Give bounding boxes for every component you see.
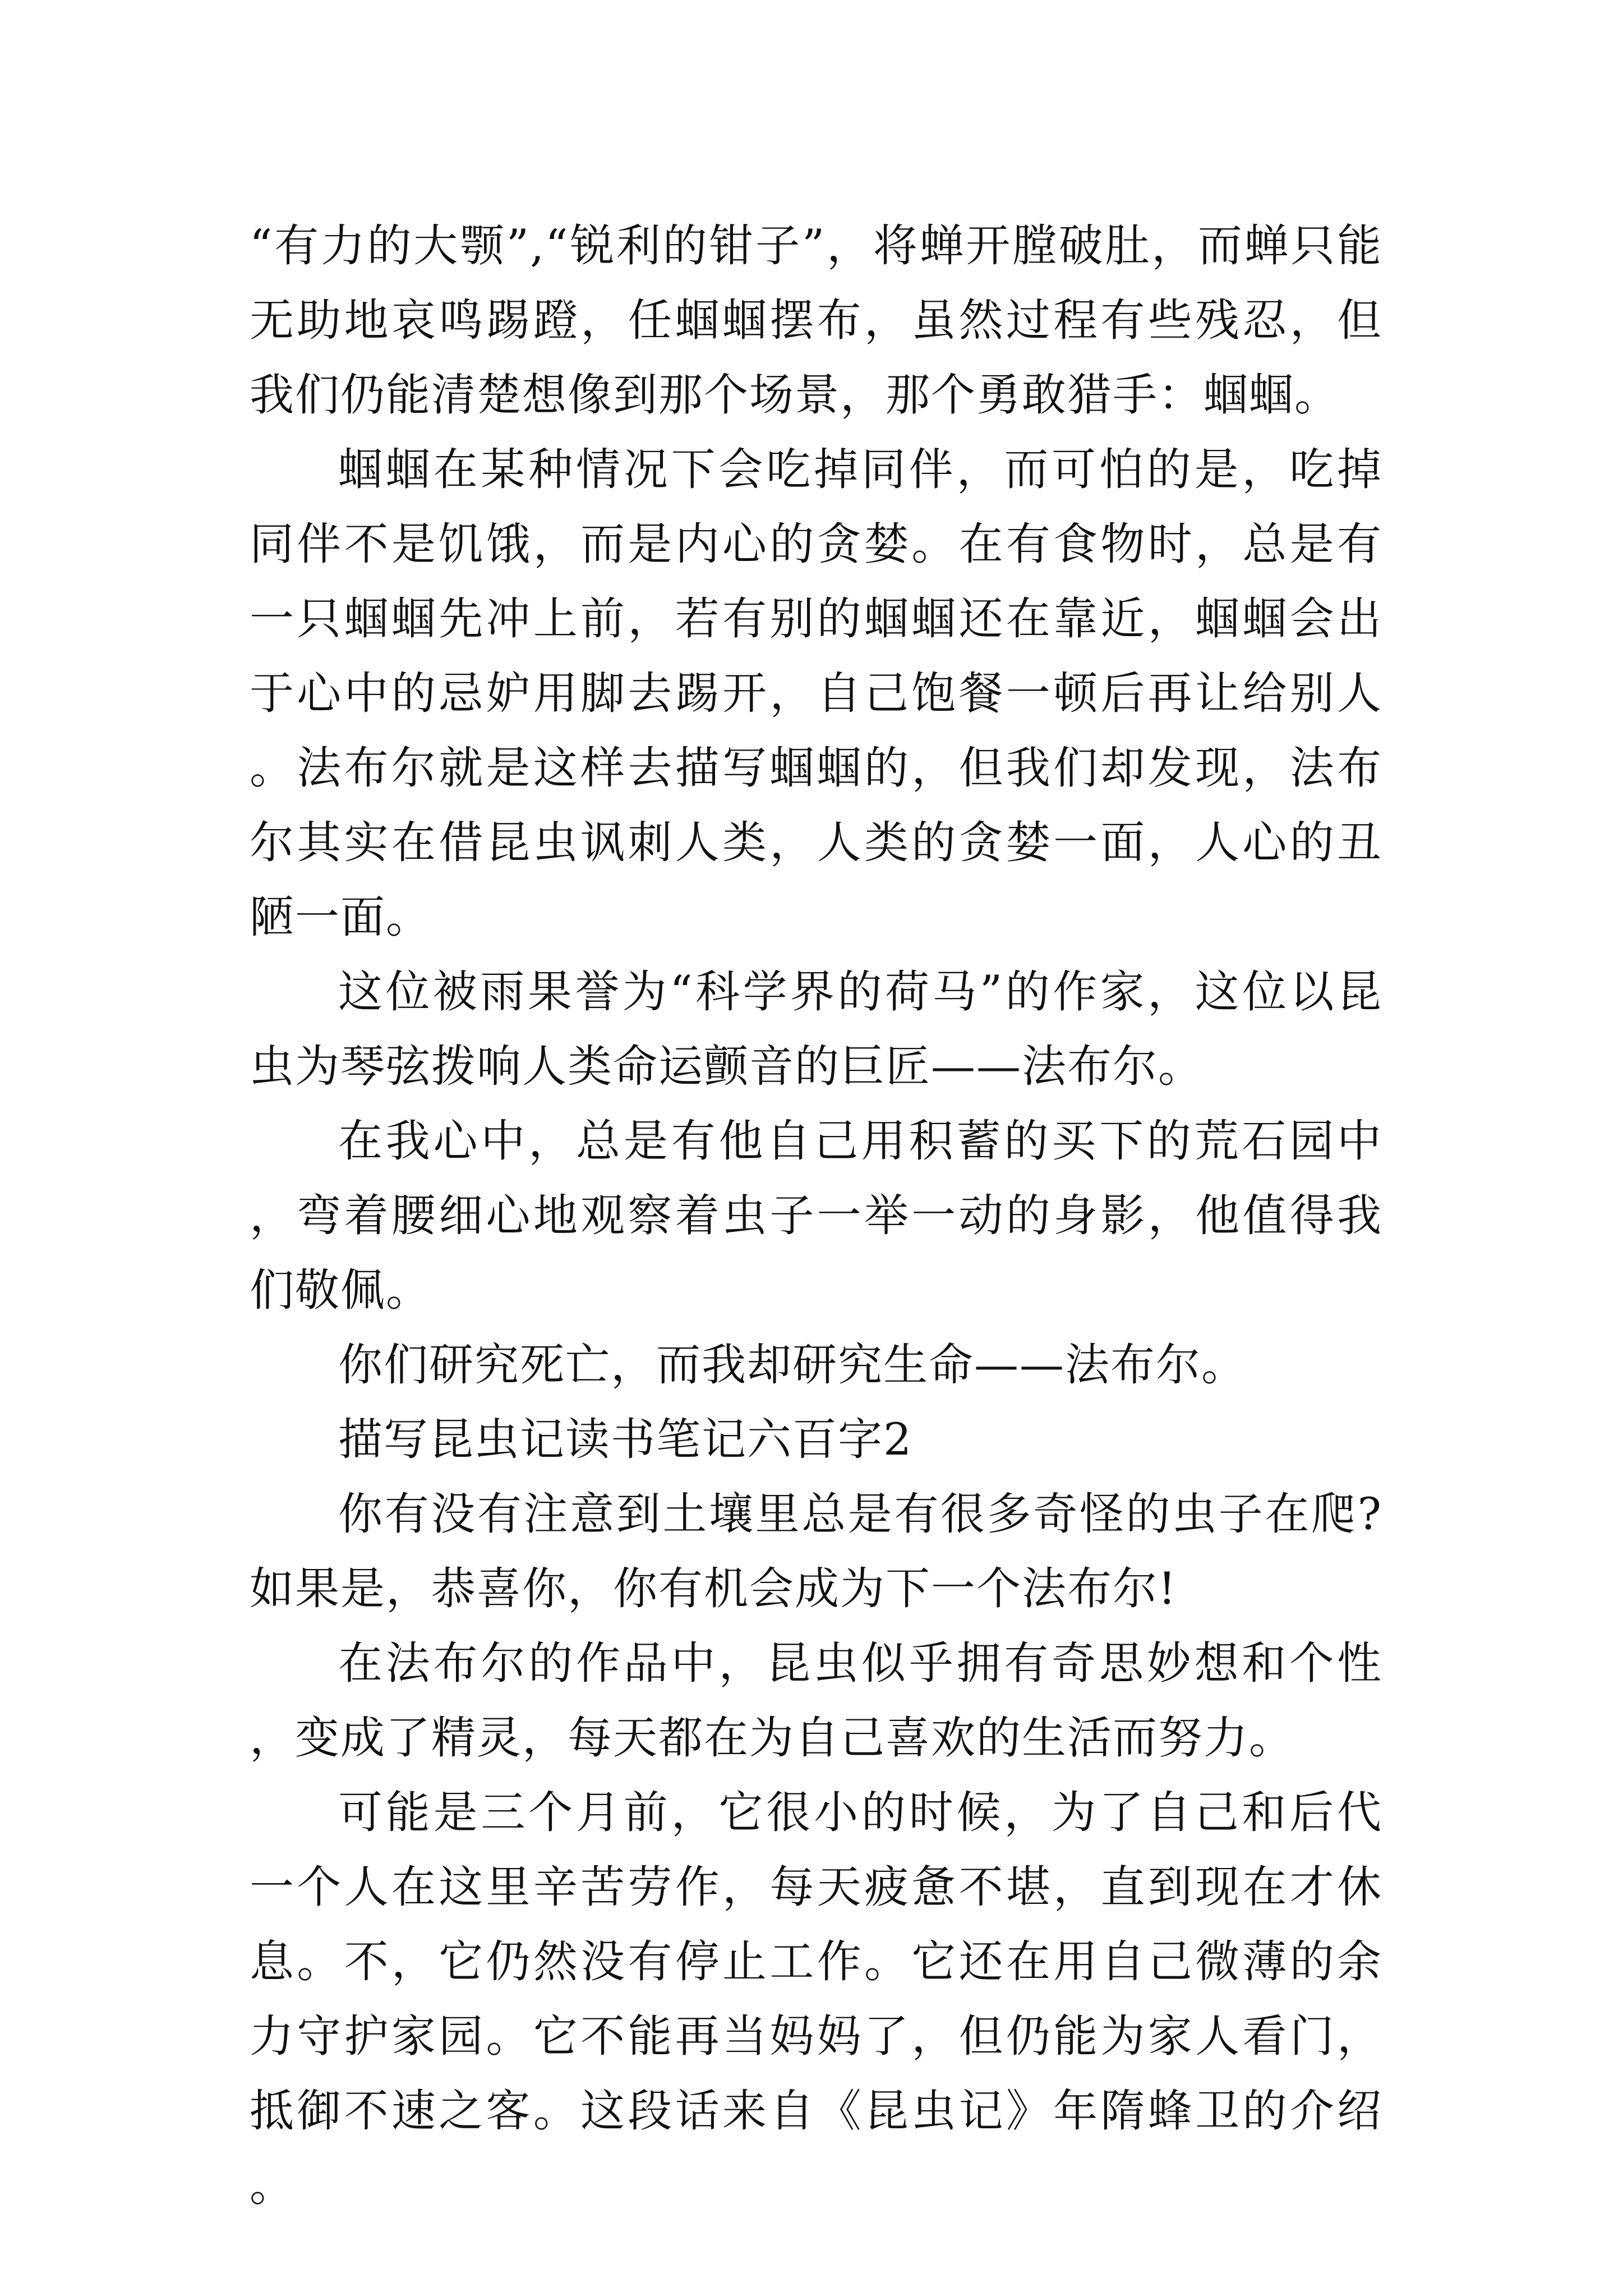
paragraph: 蝈蝈在某种情况下会吃掉同伴，而可怕的是，吃掉同伴不是饥饿，而是内心的贪婪。在有食物时，总是有一只蝈蝈先冲上前，若有别的蝈蝈还在靠近，蝈蝈会出于心中的忌妒用脚去踢开，自己饱餐一顿后再让给别人。法布尔就是这样去描写蝈蝈的，但我们却发现，法布尔其实在借昆虫讽刺人类，人类的贪婪一面，人心的丑陋一面。 [250,444,1382,943]
paragraph: 这位被雨果誉为“科学界的荷马”的作家，这位以昆虫为琴弦拨响人类命运颤音的巨匠——法布尔。 [250,966,1382,1092]
paragraph: 你有没有注意到土壤里总是有很多奇怪的虫子在爬?如果是，恭喜你，你有机会成为下一个法布尔! [250,1488,1382,1614]
paragraph: 在法布尔的作品中，昆虫似乎拥有奇思妙想和个性，变成了精灵，每天都在为自己喜欢的生活而努力。 [250,1637,1382,1764]
paragraph: 可能是三个月前，它很小的时候，为了自己和后代一个人在这里辛苦劳作，每天疲惫不堪，直到现在才休息。不，它仍然没有停止工作。它还在用自己微薄的余力守护家园。它不能再当妈妈了，但仍能为家人看门，抵御不速之客。这段话来自《昆虫记》年隋蜂卫的介绍。 [250,1787,1382,2211]
paragraph: “有力的大颚”,“锐利的钳子”，将蝉开膛破肚，而蝉只能无助地哀鸣踢蹬，任蝈蝈摆布，虽然过程有些残忍，但我们仍能清楚想像到那个场景，那个勇敢猎手：蝈蝈。 [250,220,1382,421]
paragraph: 你们研究死亡，而我却研究生命——法布尔。 [338,1339,1247,1391]
paragraph: 在我心中，总是有他自己用积蓄的买下的荒石园中，弯着腰细心地观察着虫子一举一动的身影，他值得我们敬佩。 [250,1115,1382,1316]
document-body [250,209,1382,2223]
section-heading: 描写昆虫记读书笔记六百字2 [338,1414,913,1465]
